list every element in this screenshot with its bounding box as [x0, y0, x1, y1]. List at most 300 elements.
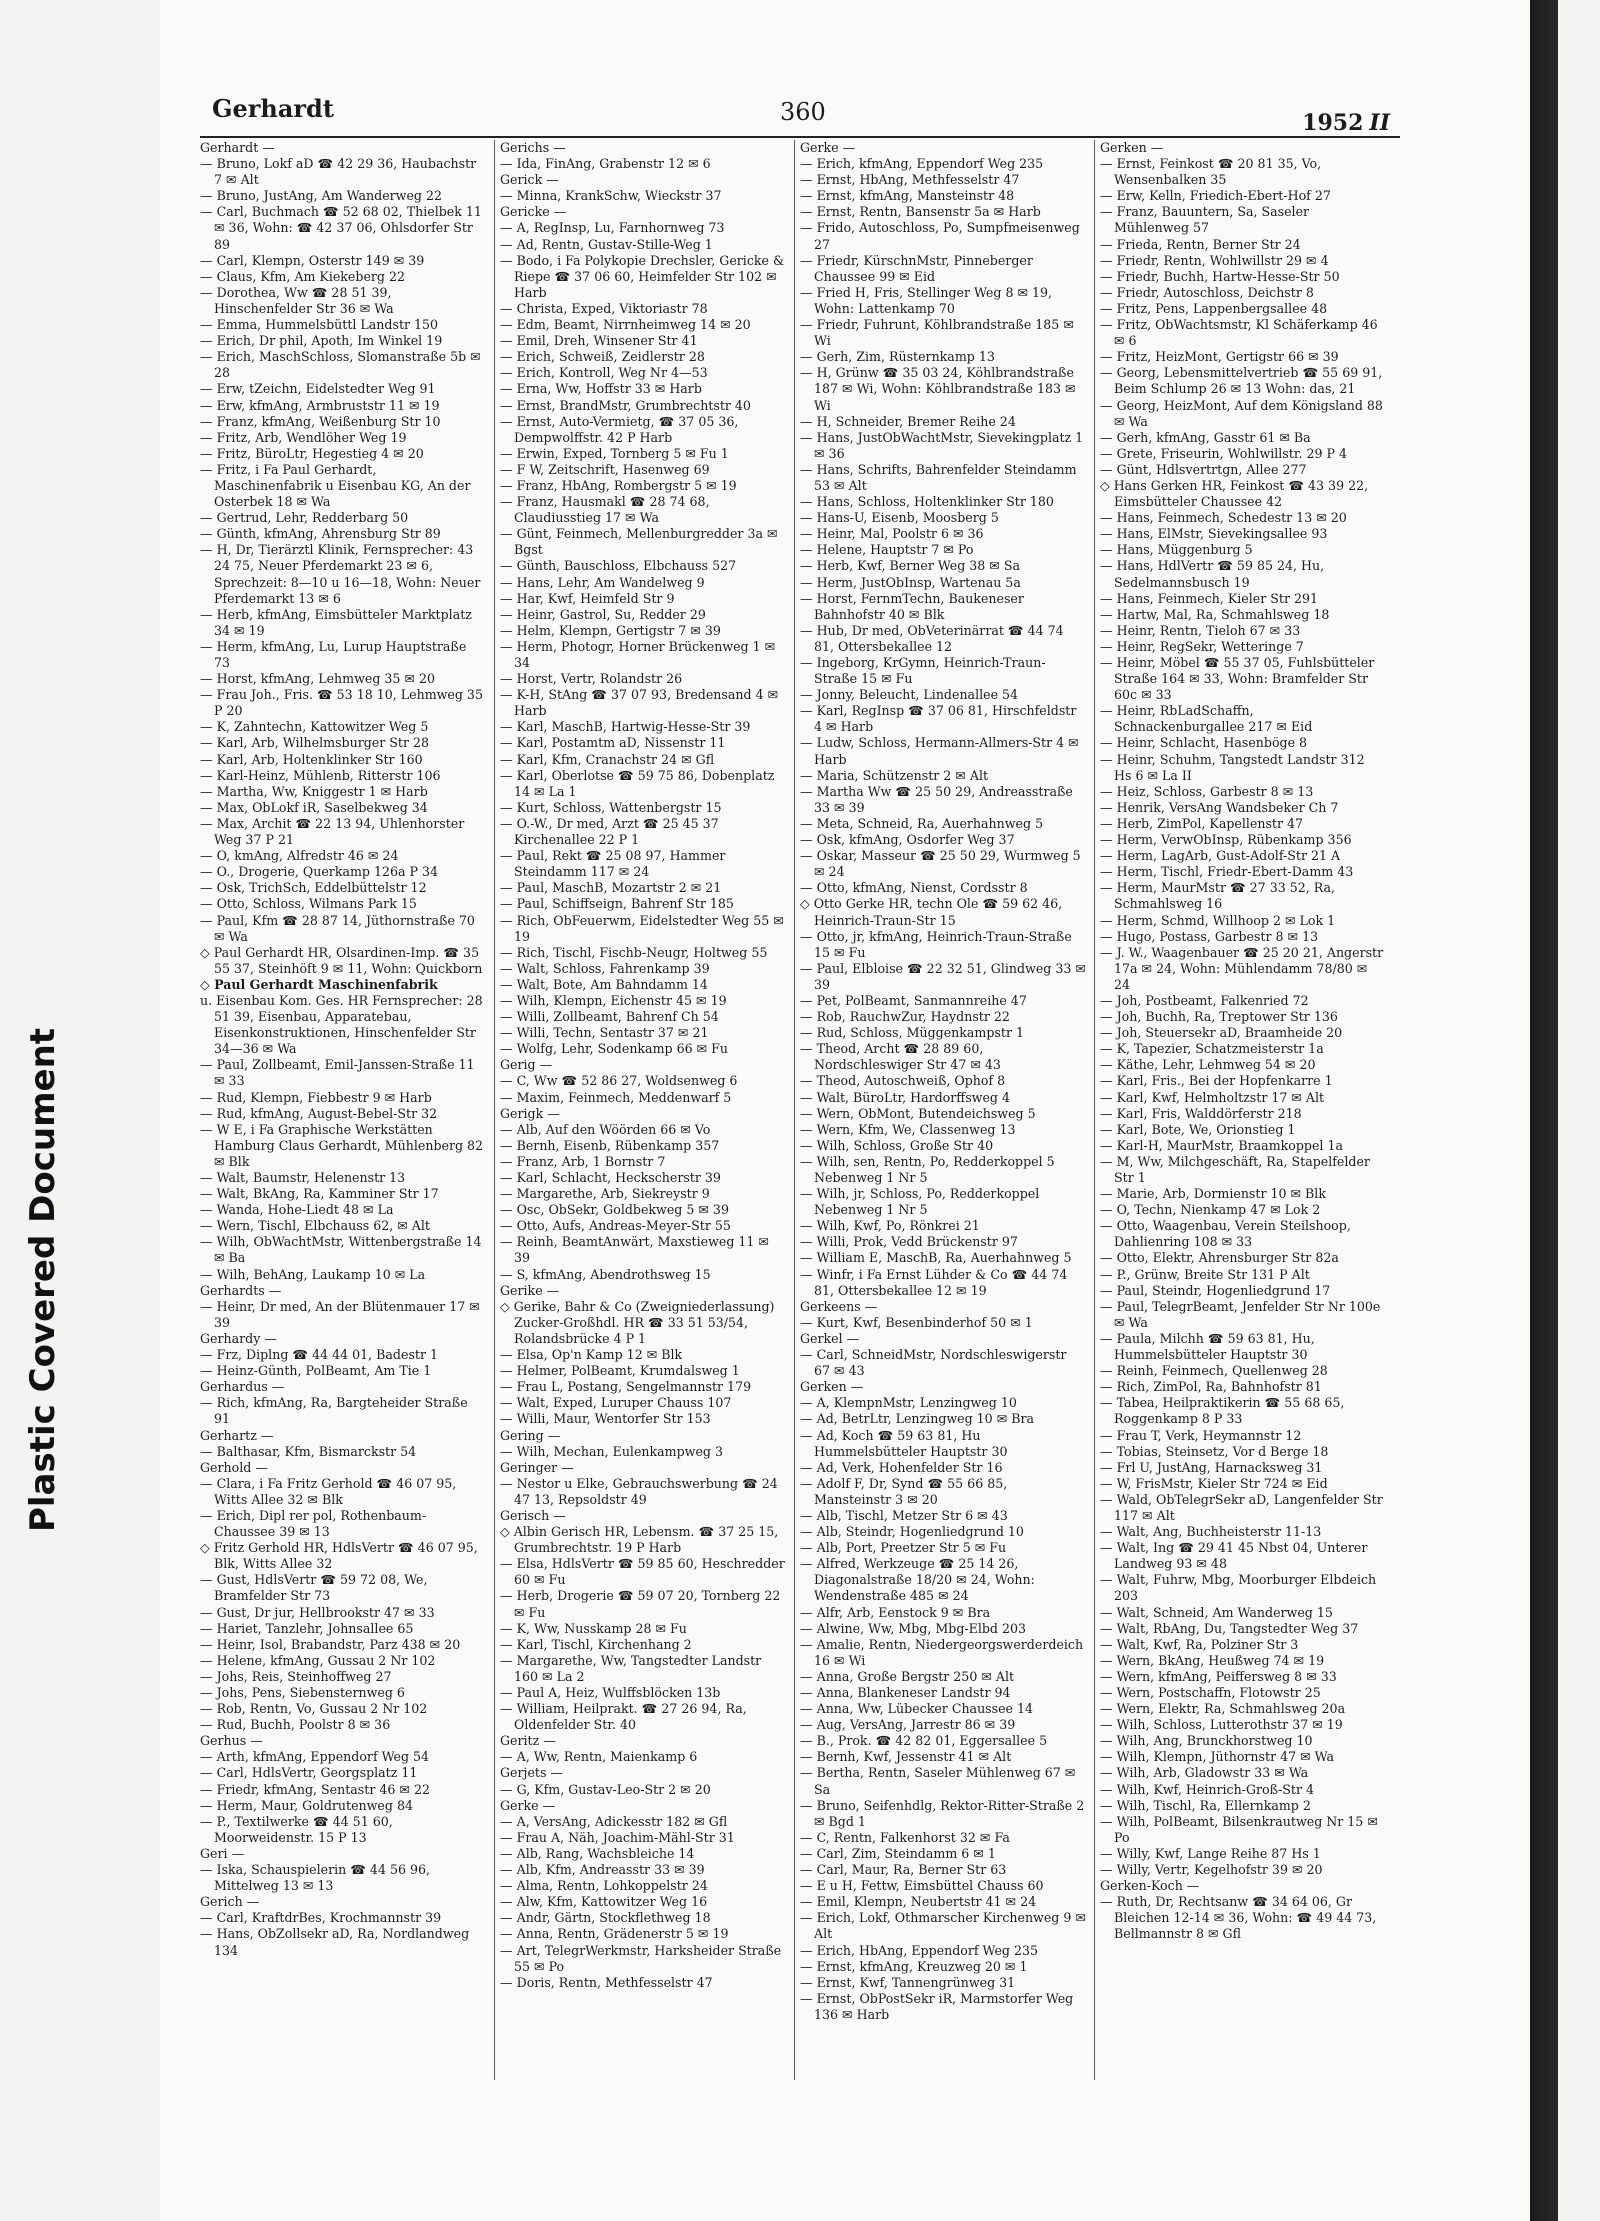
directory-entry: Gerke — [500, 1797, 556, 1813]
directory-entry: — Heinr, Rentn, Tieloh 67 ✉ 33 [1100, 622, 1301, 638]
directory-entry: — Maria, Schützenstr 2 ✉ Alt [800, 767, 989, 783]
directory-entry: — Hans, JustObWachtMstr, Sievekingplatz 1 ✉ 36 [800, 429, 1084, 461]
directory-entry: — Arth, kfmAng, Eppendorf Weg 54 [200, 1749, 430, 1765]
directory-entry: Geringer — [500, 1459, 574, 1475]
directory-entry: — Winfr, i Fa Ernst Lühder & Co ☎ 44 74 81, Ottersbekallee 12 ✉ 19 [800, 1266, 1068, 1298]
directory-entry: — Anna, Rentn, Grädenerstr 5 ✉ 19 [500, 1926, 729, 1942]
directory-entry: — O.-W., Dr med, Arzt ☎ 25 45 37 Kirchenallee 22 P 1 [500, 815, 719, 848]
directory-entry: — Erw, kfmAng, Armbruststr 11 ✉ 19 [200, 397, 440, 413]
directory-entry: — Bruno, Seifenhdlg, Rektor-Ritter-Straße 2 ✉ Bgd 1 [800, 1797, 1085, 1829]
directory-entry: — Ad, Koch ☎ 59 63 81, Hu Hummelsbütteler Hauptstr 30 [800, 1427, 1008, 1459]
directory-entry: — G, Kfm, Gustav-Leo-Str 2 ✉ 20 [500, 1781, 711, 1797]
directory-entry: — Rud, kfmAng, August-Bebel-Str 32 [200, 1105, 438, 1121]
directory-entry: Gerken — [800, 1379, 864, 1395]
directory-entry: — Carl, SchneidMstr, Nordschleswigerstr 67 ✉ 43 [800, 1347, 1067, 1379]
directory-entry: — Margarethe, Ww, Tangstedter Landstr 160 ✉ La 2 [500, 1652, 762, 1684]
directory-entry: — Hans, ObZollsekr aD, Ra, Nordlandweg 134 [200, 1926, 470, 1958]
directory-entry: — Rud, Buchh, Poolstr 8 ✉ 36 [200, 1717, 391, 1733]
directory-entry: — Helm, Klempn, Gertigstr 7 ✉ 39 [500, 622, 721, 638]
directory-entry: — Paula, Milchh ☎ 59 63 81, Hu, Hummelsbütteler Hauptstr 30 [1100, 1330, 1315, 1363]
directory-entry: — Erich, Schweiß, Zeidlerstr 28 [500, 349, 705, 365]
directory-entry: Gerhus — [200, 1733, 263, 1749]
directory-entry: Gerig — [500, 1057, 553, 1073]
directory-entry: — Wilh, PolBeamt, Bilsenkrautweg Nr 15 ✉ Po [1100, 1813, 1378, 1845]
directory-entry: — Wilh, Schloss, Große Str 40 [800, 1137, 994, 1153]
directory-entry: — Alwine, Ww, Mbg, Mbg-Elbd 203 [800, 1620, 1027, 1636]
directory-entry: — Wilh, Tischl, Ra, Ellernkamp 2 [1100, 1797, 1311, 1813]
directory-entry: — Walt, Bote, Am Bahndamm 14 [500, 976, 708, 992]
directory-entry: — O., Drogerie, Querkamp 126a P 34 [200, 864, 439, 880]
directory-entry: — Willi, Techn, Sentastr 37 ✉ 21 [500, 1025, 709, 1041]
directory-entry: — Fritz, ObWachtsmstr, Kl Schäferkamp 46 ✉ 6 [1100, 317, 1378, 349]
directory-entry: — Walt, Schloss, Fahrenkamp 39 [500, 960, 710, 976]
directory-entry: — Rob, RauchwZur, Haydnstr 22 [800, 1009, 1010, 1025]
directory-entry: ◇ Hans Gerken HR, Feinkost ☎ 43 39 22, Eimsbütteler Chaussee 42 [1100, 477, 1369, 510]
directory-entry: — Walt, Schneid, Am Wanderweg 15 [1100, 1604, 1333, 1620]
directory-entry: — Reinh, BeamtAnwärt, Maxstieweg 11 ✉ 39 [500, 1234, 769, 1266]
directory-entry: — H, Dr, Tierärztl Klinik, Fernsprecher: 43 24 75, Neuer Pferdemarkt 23 ✉ 6, Sprechzeit: 8—10 u 16—18, Wohn: Neuer Pferdemarkt 13 ✉ 6 [200, 542, 481, 606]
directory-entry: Geri — [200, 1845, 245, 1861]
directory-entry: — Walt, Exped, Luruper Chauss 107 [500, 1395, 732, 1411]
directory-entry: — Doris, Rentn, Methfesselstr 47 [500, 1974, 713, 1990]
directory-entry: — Henrik, VersAng Wandsbeker Ch 7 [1100, 799, 1339, 815]
directory-entry: — Erwin, Exped, Tornberg 5 ✉ Fu 1 [500, 445, 729, 461]
directory-entry: — Paul A, Heiz, Wulffsblöcken 13b [500, 1685, 721, 1700]
directory-entry: Gerhold — [200, 1459, 268, 1475]
directory-entry: — K, Ww, Nusskamp 28 ✉ Fu [500, 1620, 687, 1636]
directory-entry: — Wilh, sen, Rentn, Po, Redderkoppel 5 Nebenweg 1 Nr 5 [800, 1153, 1055, 1185]
directory-entry: — Wilh, BehAng, Laukamp 10 ✉ La [200, 1266, 426, 1282]
directory-entry: — Fritz, i Fa Paul Gerhardt, Maschinenfabrik u Eisenbau KG, An der Osterbek 18 ✉ Wa [200, 461, 471, 510]
directory-entry: — O, kmAng, Alfredstr 46 ✉ 24 [200, 848, 399, 864]
directory-entry: — Karl, Fris., Bei der Hopfenkarre 1 [1100, 1073, 1333, 1089]
directory-entry: — P., Textilwerke ☎ 44 51 60, Moorweidenstr. 15 P 13 [200, 1813, 393, 1845]
directory-entry: — Erich, Kontroll, Weg Nr 4—53 [500, 365, 708, 381]
directory-entry: — Hans, HdlVertr ☎ 59 85 24, Hu, Sedelmannsbusch 19 [1100, 558, 1325, 590]
directory-entry: — Herm, Photogr, Horner Brückenweg 1 ✉ 34 [500, 638, 776, 670]
directory-entry: — Christa, Exped, Viktoriastr 78 [500, 300, 708, 316]
column-3 [800, 140, 1086, 2080]
directory-entry: — Rob, Rentn, Vo, Gussau 2 Nr 102 [200, 1701, 428, 1717]
directory-entry: — Otto, jr, kfmAng, Heinrich-Traun-Straße 15 ✉ Fu [800, 928, 1072, 960]
directory-entry: — Balthasar, Kfm, Bismarckstr 54 [200, 1443, 417, 1459]
directory-entry: — Anna, Ww, Lübecker Chaussee 14 [800, 1701, 1034, 1717]
directory-entry: u. Eisenbau Kom. Ges. HR Fernsprecher: 28 51 39, Eisenbau, Apparatebau, Eisenkonstruktionen, Hinschenfelder Str 34—36 ✉ Wa [200, 992, 483, 1057]
directory-entry: — C, Rentn, Falkenhorst 32 ✉ Fa [800, 1829, 1010, 1845]
directory-entry: — Erich, Dipl rer pol, Rothenbaum-Chaussee 39 ✉ 13 [200, 1507, 427, 1540]
directory-entry: — P., Grünw, Breite Str 131 P Alt [1100, 1266, 1310, 1282]
directory-entry: — Andr, Gärtn, Stockflethweg 18 [500, 1910, 711, 1926]
directory-entry: — Walt, BüroLtr, Hardorffsweg 4 [800, 1089, 1010, 1105]
directory-entry: — Alb, Rang, Wachsbleiche 14 [500, 1845, 695, 1861]
directory-entry: — Reinh, Feinmech, Quellenweg 28 [1100, 1363, 1328, 1379]
directory-entry: — Har, Kwf, Heimfeld Str 9 [500, 590, 675, 606]
directory-entry: — Frieda, Rentn, Berner Str 24 [1100, 236, 1301, 252]
directory-entry: — Horst, kfmAng, Lehmweg 35 ✉ 20 [200, 671, 435, 687]
directory-entry: — Ernst, ObPostSekr iR, Marmstorfer Weg 136 ✉ Harb [800, 1990, 1074, 2022]
directory-entry: — Anna, Große Bergstr 250 ✉ Alt [800, 1668, 1015, 1684]
directory-entry: — Wilh, Klempn, Eichenstr 45 ✉ 19 [500, 992, 727, 1008]
directory-entry: — Heinr, Möbel ☎ 55 37 05, Fuhlsbütteler Straße 164 ✉ 33, Wohn: Bramfelder Str 60c ✉ 33 [1100, 655, 1375, 703]
column-4 [1100, 140, 1386, 2080]
directory-entry: — C, Ww ☎ 52 86 27, Woldsenweg 6 [500, 1073, 738, 1089]
directory-entry: — Meta, Schneid, Ra, Auerhahnweg 5 [800, 815, 1044, 831]
directory-entry: — Elsa, Op'n Kamp 12 ✉ Blk [500, 1347, 683, 1363]
directory-entry: — Willy, Vertr, Kegelhofstr 39 ✉ 20 [1100, 1862, 1323, 1878]
directory-entry: Gericke — [500, 204, 567, 220]
directory-entry: — Heinr, RegSekr, Wetteringe 7 [1100, 638, 1304, 654]
directory-entry: — Helene, kfmAng, Gussau 2 Nr 102 [200, 1652, 436, 1668]
directory-entry: Gerken — [1100, 140, 1164, 155]
directory-entry: — Ad, BetrLtr, Lenzingweg 10 ✉ Bra [800, 1411, 1035, 1427]
directory-entry: — Willi, Maur, Wentorfer Str 153 [500, 1411, 711, 1427]
directory-entry: — Erw, Kelln, Friedich-Ebert-Hof 27 [1100, 188, 1331, 204]
directory-entry: — Hugo, Postass, Garbestr 8 ✉ 13 [1100, 928, 1319, 944]
column-divider [794, 140, 795, 2080]
directory-entry: — K-H, StAng ☎ 37 07 93, Bredensand 4 ✉ Harb [500, 687, 779, 719]
directory-entry: — Herb, kfmAng, Eimsbütteler Marktplatz 34 ✉ 19 [200, 606, 472, 638]
directory-entry: — Herb, Kwf, Berner Weg 38 ✉ Sa [800, 558, 1020, 574]
column-2 [500, 140, 786, 2080]
directory-entry: — H, Schneider, Bremer Reihe 24 [800, 413, 1016, 429]
directory-entry: — Wern, Kfm, We, Classenweg 13 [800, 1121, 1016, 1137]
directory-entry: — Wern, ObMont, Butendeichsweg 5 [800, 1105, 1036, 1121]
directory-entry: — E u H, Fettw, Eimsbüttel Chauss 60 [800, 1878, 1044, 1894]
directory-entry: — Theod, Archt ☎ 28 89 60, Nordschleswiger Str 47 ✉ 43 [800, 1041, 1001, 1073]
directory-entry: — Heinr, Schuhm, Tangstedt Landstr 312 Hs 6 ✉ La II [1100, 751, 1365, 783]
directory-entry: — Iska, Schauspielerin ☎ 44 56 96, Mittelweg 13 ✉ 13 [200, 1862, 431, 1894]
directory-entry: — Ida, FinAng, Grabenstr 12 ✉ 6 [500, 156, 711, 172]
directory-entry: — Carl, Maur, Ra, Berner Str 63 [800, 1862, 1007, 1878]
directory-entry: — Karl, Arb, Wilhelmsburger Str 28 [200, 735, 429, 751]
directory-entry: — Herb, Drogerie ☎ 59 07 20, Tornberg 22 ✉ Fu [500, 1588, 781, 1620]
directory-entry: — Franz, Bauuntern, Sa, Saseler Mühlenweg 57 [1100, 204, 1310, 236]
directory-entry: — Willy, Kwf, Lange Reihe 87 Hs 1 [1100, 1845, 1321, 1861]
directory-entry: — Margarethe, Arb, Siekreystr 9 [500, 1186, 710, 1202]
directory-entry: — Rud, Klempn, Fiebbestr 9 ✉ Harb [200, 1089, 432, 1105]
directory-entry: — Bertha, Rentn, Saseler Mühlenweg 67 ✉ Sa [800, 1765, 1076, 1797]
directory-entry: — Hans, Schrifts, Bahrenfelder Steindamm 53 ✉ Alt [800, 461, 1077, 493]
directory-entry: — Walt, Kwf, Ra, Polziner Str 3 [1100, 1636, 1299, 1652]
directory-entry: — F W, Zeitschrift, Hasenweg 69 [500, 461, 710, 477]
page-number: 360 [780, 98, 826, 126]
directory-entry: — Fried H, Fris, Stellinger Weg 8 ✉ 19, Wohn: Lattenkamp 70 [800, 284, 1053, 316]
directory-entry: — Walt, Baumstr, Helenenstr 13 [200, 1170, 406, 1185]
directory-entry: — Günt, Hdlsvertrtgn, Allee 277 [1100, 461, 1307, 477]
directory-entry: — Fritz, HeizMont, Gertigstr 66 ✉ 39 [1100, 349, 1339, 365]
directory-entry: — Wern, Postschaffn, Flotowstr 25 [1100, 1685, 1321, 1700]
directory-entry: — Frl U, JustAng, Harnacksweg 31 [1100, 1459, 1323, 1475]
directory-entry: Gerhardus — [200, 1379, 285, 1395]
directory-entry: — Friedr, KürschnMstr, Pinneberger Chaussee 99 ✉ Eid [800, 252, 1033, 284]
directory-entry: — Ernst, kfmAng, Mansteinstr 48 [800, 188, 1015, 204]
directory-entry: — Heinr, Mal, Poolstr 6 ✉ 36 [800, 526, 984, 542]
directory-entry: — Ad, Rentn, Gustav-Stille-Weg 1 [500, 236, 713, 252]
directory-entry: — Hans, Müggenburg 5 [1100, 542, 1253, 558]
directory-entry: — J. W., Waagenbauer ☎ 25 20 21, Angerstr 17a ✉ 24, Wohn: Mühlendamm 78/80 ✉ 24 [1100, 944, 1384, 992]
directory-entry: — Frau T, Verk, Heymannstr 12 [1100, 1427, 1302, 1443]
directory-entry: — Amalie, Rentn, Niedergeorgswerderdeich 16 ✉ Wi [800, 1636, 1084, 1668]
directory-entry: — Max, Archit ☎ 22 13 94, Uhlenhorster Weg 37 P 21 [200, 815, 465, 848]
directory-entry: — W, FrisMstr, Kieler Str 724 ✉ Eid [1100, 1475, 1328, 1491]
directory-entry: — Ernst, Rentn, Bansenstr 5a ✉ Harb [800, 204, 1041, 220]
directory-entry: Gering — [500, 1427, 561, 1443]
directory-entry: — Ernst, kfmAng, Kreuzweg 20 ✉ 1 [800, 1958, 1028, 1974]
directory-entry: — Edm, Beamt, Nirrnheimweg 14 ✉ 20 [500, 317, 751, 333]
directory-entry: ◇ Paul Gerhardt HR, Olsardinen-Imp. ☎ 35 55 37, Steinhöft 9 ✉ 11, Wohn: Quickborn [200, 944, 483, 976]
directory-entry: — Heinr, Dr med, An der Blütenmauer 17 ✉ 39 [200, 1298, 480, 1330]
directory-entry: — Wilh, ObWachtMstr, Wittenbergstraße 14 ✉ Ba [200, 1234, 482, 1266]
directory-entry: Gerichs — [500, 140, 566, 155]
directory-entry: — Wald, ObTelegrSekr aD, Langenfelder Str 117 ✉ Alt [1100, 1491, 1383, 1523]
edition-year [1302, 110, 1390, 136]
directory-entry: — W E, i Fa Graphische Werkstätten Hamburg Claus Gerhardt, Mühlenberg 82 ✉ Blk [200, 1121, 484, 1169]
directory-entry: Gerich — [200, 1894, 260, 1910]
directory-entry: — Carl, Buchmach ☎ 52 68 02, Thielbek 11 ✉ 36, Wohn: ☎ 42 37 06, Ohlsdorfer Str 89 [200, 204, 482, 252]
directory-entry: — Heiz, Schloss, Garbestr 8 ✉ 13 [1100, 783, 1314, 799]
directory-entry: — Georg, Lebensmittelvertrieb ☎ 55 69 91, Beim Schlump 26 ✉ 13 Wohn: das, 21 [1100, 365, 1383, 397]
directory-entry: — Max, ObLokf iR, Saselbekweg 34 [200, 799, 428, 815]
directory-entry: — Hans, Feinmech, Kieler Str 291 [1100, 590, 1319, 606]
directory-entry: — Helene, Hauptstr 7 ✉ Po [800, 542, 974, 558]
directory-entry: — Maxim, Feinmech, Meddenwarf 5 [500, 1089, 732, 1105]
directory-entry: — Erw, tZeichn, Eidelstedter Weg 91 [200, 381, 436, 397]
directory-entry: — Wern, BkAng, Heußweg 74 ✉ 19 [1100, 1652, 1325, 1668]
directory-entry: — Erich, Lokf, Othmarscher Kirchenweg 9 ✉ Alt [800, 1910, 1086, 1942]
directory-entry: — Wolfg, Lehr, Sodenkamp 66 ✉ Fu [500, 1041, 729, 1057]
directory-entry: — Helmer, PolBeamt, Krumdalsweg 1 [500, 1363, 740, 1379]
directory-entry: — Fritz, BüroLtr, Hegestieg 4 ✉ 20 [200, 445, 424, 461]
directory-entry: — Georg, HeizMont, Auf dem Königsland 88 ✉ Wa [1100, 397, 1383, 429]
directory-entry: — Alfr, Arb, Eenstock 9 ✉ Bra [800, 1604, 991, 1620]
directory-entry: — Wanda, Hohe-Liedt 48 ✉ La [200, 1202, 394, 1218]
volume-text: II [1369, 110, 1390, 136]
directory-entry: — Hub, Dr med, ObVeterinärrat ☎ 44 74 81, Ottersbekallee 12 [800, 622, 1064, 654]
directory-entry: — Ludw, Schloss, Hermann-Allmers-Str 4 ✉ Harb [800, 735, 1079, 767]
year-text: 1952 [1302, 110, 1364, 136]
directory-entry: — Pet, PolBeamt, Sanmannreihe 47 [800, 992, 1027, 1008]
directory-entry: Gerkel — [800, 1330, 860, 1346]
directory-entry: — Rich, kfmAng, Ra, Bargteheider Straße 91 [200, 1395, 468, 1427]
directory-entry: — Fritz, Pens, Lappenbergsallee 48 [1100, 300, 1328, 316]
directory-entry: — Tabea, Heilpraktikerin ☎ 55 68 65, Roggenkamp 8 P 33 [1100, 1395, 1345, 1427]
directory-entry: — Herm, JustObInsp, Wartenau 5a [800, 574, 1021, 590]
directory-entry: — Ruth, Dr, Rechtsanw ☎ 34 64 06, Gr Bleichen 12-14 ✉ 36, Wohn: ☎ 49 44 73, Bellmannstr 8 ✉ Gfl [1100, 1894, 1377, 1942]
directory-entry: — Alb, Tischl, Metzer Str 6 ✉ 43 [800, 1507, 1008, 1523]
directory-entry: Geritz — [500, 1733, 556, 1749]
directory-entry: — Herm, Maur, Goldrutenweg 84 [200, 1797, 413, 1813]
directory-entry: — Erich, HbAng, Eppendorf Weg 235 [800, 1942, 1039, 1958]
directory-entry: — Walt, Ing ☎ 29 41 45 Nbst 04, Unterer Landweg 93 ✉ 48 [1100, 1540, 1368, 1572]
directory-entry: Gerjets — [500, 1765, 564, 1781]
directory-entry: — Theod, Autoschweiß, Ophof 8 [800, 1073, 1006, 1089]
plastic-cover-text: Plastic Covered Document [23, 1027, 64, 1533]
directory-entry: — Frau A, Näh, Joachim-Mähl-Str 31 [500, 1829, 735, 1845]
directory-entry: — A, RegInsp, Lu, Farnhornweg 73 [500, 220, 725, 236]
directory-entry: — Wern, kfmAng, Peiffersweg 8 ✉ 33 [1100, 1668, 1337, 1684]
directory-entry: — William E, MaschB, Ra, Auerhahnweg 5 [800, 1250, 1072, 1266]
directory-entry: — Anna, Blankeneser Landstr 94 [800, 1685, 1011, 1700]
directory-entry: — Friedr, kfmAng, Sentastr 46 ✉ 22 [200, 1781, 430, 1797]
directory-entry: — Ingeborg, KrGymn, Heinrich-Traun-Straße 15 ✉ Fu [800, 655, 1046, 687]
directory-entry: — K, Tapezier, Schatzmeisterstr 1a [1100, 1041, 1324, 1057]
directory-entry: — Willi, Zollbeamt, Bahrenf Ch 54 [500, 1009, 719, 1025]
directory-entry: — Carl, Klempn, Osterstr 149 ✉ 39 [200, 252, 425, 268]
directory-entry: — Gerh, Zim, Rüsternkamp 13 [800, 349, 995, 365]
directory-entry: — M, Ww, Milchgeschäft, Ra, Stapelfelder Str 1 [1100, 1153, 1370, 1185]
directory-entry: — Wilh, Arb, Gladowstr 33 ✉ Wa [1100, 1765, 1309, 1781]
directory-entry: Gerick — [500, 172, 559, 188]
directory-entry: — Frau Joh., Fris. ☎ 53 18 10, Lehmweg 35 P 20 [200, 687, 483, 719]
directory-entry: — K, Zahntechn, Kattowitzer Weg 5 [200, 719, 429, 735]
directory-entry: — Hartw, Mal, Ra, Schmahlsweg 18 [1100, 606, 1330, 622]
directory-entry: — Osk, kfmAng, Osdorfer Weg 37 [800, 832, 1015, 848]
directory-entry: ◇ Gerike, Bahr & Co (Zweigniederlassung) Zucker-Großhdl. HR ☎ 33 51 53/54, Rolandsbrücke 4 P 1 [500, 1298, 775, 1346]
directory-entry: Gerhardy — [200, 1330, 277, 1346]
directory-entry: — Joh, Buchh, Ra, Treptower Str 136 [1100, 1009, 1338, 1025]
directory-entry: — Herm, VerwObInsp, Rübenkamp 356 [1100, 832, 1352, 848]
directory-entry: — Heinz-Günth, PolBeamt, Am Tie 1 [200, 1363, 432, 1379]
directory-entry: — Emil, Dreh, Winsener Str 41 [500, 333, 698, 349]
directory-entry: — Hans, ElMstr, Sievekingsallee 93 [1100, 526, 1328, 542]
directory-entry: ◇ Fritz Gerhold HR, HdlsVertr ☎ 46 07 95, Blk, Witts Allee 32 [200, 1540, 478, 1572]
directory-entry: — Dorothea, Ww ☎ 28 51 39, Hinschenfelder Str 36 ✉ Wa [200, 284, 394, 316]
directory-entry: — Friedr, Autoschloss, Deichstr 8 [1100, 284, 1314, 300]
directory-entry: — Walt, Fuhrw, Mbg, Moorburger Elbdeich 203 [1100, 1572, 1377, 1604]
directory-entry: — Wilh, Ang, Brunckhorstweg 10 [1100, 1733, 1313, 1749]
column-divider [494, 140, 495, 2080]
directory-entry: — Karl, Arb, Holtenklinker Str 160 [200, 751, 423, 767]
directory-entry: — Rich, ZimPol, Ra, Bahnhofstr 81 [1100, 1379, 1322, 1395]
directory-entry: — S, kfmAng, Abendrothsweg 15 [500, 1266, 711, 1282]
directory-entry: — Karl, Kfm, Cranachstr 24 ✉ Gfl [500, 751, 715, 767]
directory-entry: — Karl, Oberlotse ☎ 59 75 86, Dobenplatz 14 ✉ La 1 [500, 767, 775, 799]
directory-entry: — Kurt, Kwf, Besenbinderhof 50 ✉ 1 [800, 1314, 1033, 1330]
directory-entry: — Grete, Friseurin, Wohlwillstr. 29 P 4 [1100, 445, 1347, 461]
directory-entry: — B., Prok. ☎ 42 82 01, Eggersallee 5 [800, 1733, 1048, 1749]
directory-entry: — Ernst, Feinkost ☎ 20 81 35, Vo, Wensenbalken 35 [1100, 156, 1322, 188]
directory-entry: — Elsa, HdlsVertr ☎ 59 85 60, Heschredder 60 ✉ Fu [500, 1556, 785, 1588]
directory-entry: — Emma, Hummelsbüttl Landstr 150 [200, 317, 439, 333]
directory-entry: — Paul, Elbloise ☎ 22 32 51, Glindweg 33 ✉ 39 [800, 960, 1086, 992]
directory-entry: — Paul, MaschB, Mozartstr 2 ✉ 21 [500, 880, 722, 896]
directory-entry: — Joh, Steuersekr aD, Braamheide 20 [1100, 1025, 1343, 1041]
directory-entry: — Herm, LagArb, Gust-Adolf-Str 21 A [1100, 848, 1341, 864]
running-head-name: Gerhardt [212, 94, 334, 123]
directory-entry: Gerigk — [500, 1105, 560, 1121]
directory-entry: — Tobias, Steinsetz, Vor d Berge 18 [1100, 1443, 1329, 1459]
directory-entry: ◇ Paul Gerhardt Maschinenfabrik [200, 976, 438, 992]
directory-entry: — Käthe, Lehr, Lehmweg 54 ✉ 20 [1100, 1057, 1316, 1073]
directory-entry: — Paul, TelegrBeamt, Jenfelder Str Nr 100e ✉ Wa [1100, 1298, 1381, 1330]
directory-entry: — Karl, Bote, We, Orionstieg 1 [1100, 1121, 1296, 1137]
directory-entry: — A, KlempnMstr, Lenzingweg 10 [800, 1395, 1017, 1411]
directory-entry: — Fritz, Arb, Wendlöher Weg 19 [200, 429, 407, 445]
directory-entry: — Erna, Ww, Hoffstr 33 ✉ Harb [500, 381, 702, 397]
directory-entry: — Erich, kfmAng, Eppendorf Weg 235 [800, 156, 1044, 172]
directory-entry: — Otto, kfmAng, Nienst, Cordsstr 8 [800, 880, 1028, 896]
directory-entry: — Wilh, Kwf, Heinrich-Groß-Str 4 [1100, 1781, 1314, 1797]
directory-entry: — A, Ww, Rentn, Maienkamp 6 [500, 1749, 698, 1765]
directory-entry: — Kurt, Schloss, Wattenbergstr 15 [500, 799, 722, 815]
directory-entry: Gerhardt — [200, 140, 275, 155]
column-1 [200, 140, 486, 2080]
directory-entry: — Gerh, kfmAng, Gasstr 61 ✉ Ba [1100, 429, 1311, 445]
directory-entry: — Osk, TrichSch, Eddelbüttelstr 12 [200, 880, 427, 896]
directory-entry: — Wern, Tischl, Elbchauss 62, ✉ Alt [200, 1218, 430, 1234]
directory-entry: — Alb, Kfm, Andreasstr 33 ✉ 39 [500, 1862, 705, 1878]
directory-entry: Gerisch — [500, 1507, 566, 1523]
directory-entry: — Carl, KraftdrBes, Krochmannstr 39 [200, 1910, 442, 1926]
directory-entry: — Carl, HdlsVertr, Georgsplatz 11 [200, 1765, 418, 1781]
directory-entry: — Friedr, Buchh, Hartw-Hesse-Str 50 [1100, 268, 1340, 284]
directory-entry: ◇ Otto Gerke HR, techn Ole ☎ 59 62 46, Heinrich-Traun-Str 15 [800, 896, 1063, 928]
directory-entry: — Herm, Schmd, Willhoop 2 ✉ Lok 1 [1100, 912, 1336, 928]
directory-entry: — Otto, Waagenbau, Verein Steilshoop, Dahlienring 108 ✉ 33 [1100, 1218, 1351, 1250]
directory-entry: — Hans, Schloss, Holtenklinker Str 180 [800, 494, 1054, 510]
directory-entry: — Bruno, JustAng, Am Wanderweg 22 [200, 188, 443, 204]
directory-entry: ◇ Albin Gerisch HR, Lebensm. ☎ 37 25 15, Grumbrechtstr. 19 P Harb [500, 1524, 779, 1556]
directory-entry: — Otto, Aufs, Andreas-Meyer-Str 55 [500, 1218, 731, 1234]
directory-entry: — Hans-U, Eisenb, Moosberg 5 [800, 510, 999, 526]
directory-entry: Gerke — [800, 140, 856, 155]
directory-entry: — Wilh, Klempn, Jüthornstr 47 ✉ Wa [1100, 1749, 1335, 1765]
directory-entry: — Friedr, Fuhrunt, Köhlbrandstraße 185 ✉ Wi [800, 317, 1074, 349]
directory-entry: — Gust, HdlsVertr ☎ 59 72 08, We, Bramfelder Str 73 [200, 1572, 428, 1604]
directory-entry: — Alb, Steindr, Hogenliedgrund 10 [800, 1524, 1024, 1540]
directory-entry: — Heinr, RbLadSchaffn, Schnackenburgallee 217 ✉ Eid [1100, 703, 1313, 735]
directory-entry: Gerike — [500, 1282, 560, 1298]
directory-entry: — Wilh, Kwf, Po, Rönkrei 21 [800, 1218, 980, 1234]
directory-entry: — Bernh, Kwf, Jessenstr 41 ✉ Alt [800, 1749, 1012, 1765]
directory-entry: — Paul, Steindr, Hogenliedgrund 17 [1100, 1282, 1331, 1298]
directory-entry: — Karl, Fris, Walddörferstr 218 [1100, 1105, 1302, 1121]
directory-entry: — Hans, Lehr, Am Wandelweg 9 [500, 574, 705, 590]
directory-entry: — Osc, ObSekr, Goldbekweg 5 ✉ 39 [500, 1202, 729, 1218]
directory-entry: Gerken-Koch — [1100, 1878, 1200, 1894]
directory-entry: — Hariet, Tanzlehr, Johnsallee 65 [200, 1620, 414, 1636]
directory-entry: — Marie, Arb, Dormienstr 10 ✉ Blk [1100, 1186, 1326, 1202]
directory-entry: — Frz, Diplng ☎ 44 44 01, Badestr 1 [200, 1347, 439, 1363]
directory-entry: — Herb, ZimPol, Kapellenstr 47 [1100, 815, 1304, 831]
directory-entry: — Ad, Verk, Hohenfelder Str 16 [800, 1459, 1003, 1475]
directory-entry: — A, VersAng, Adickesstr 182 ✉ Gfl [500, 1813, 728, 1829]
directory-entry: — O, Techn, Nienkamp 47 ✉ Lok 2 [1100, 1202, 1321, 1218]
directory-entry: — Adolf F, Dr, Synd ☎ 55 66 85, Mansteinstr 3 ✉ 20 [800, 1475, 1008, 1507]
directory-entry: — Oskar, Masseur ☎ 25 50 29, Wurmweg 5 ✉ 24 [800, 848, 1081, 880]
directory-entry: — Karl, RegInsp ☎ 37 06 81, Hirschfeldstr 4 ✉ Harb [800, 703, 1077, 735]
directory-entry: — Rich, Tischl, Fischb-Neugr, Holtweg 55 [500, 944, 768, 960]
directory-entry: — Rud, Schloss, Müggenkampstr 1 [800, 1025, 1024, 1041]
directory-entry: — Paul, Zollbeamt, Emil-Janssen-Straße 11 ✉ 33 [200, 1057, 475, 1089]
directory-entry: — Nestor u Elke, Gebrauchswerbung ☎ 24 47 13, Repsoldstr 49 [500, 1475, 778, 1507]
directory-entry: Gerkeens — [800, 1298, 878, 1314]
directory-entry: — Hans, Feinmech, Schedestr 13 ✉ 20 [1100, 510, 1347, 526]
directory-entry: — Otto, Schloss, Wilmans Park 15 [200, 896, 417, 912]
directory-entry: — Herm, Tischl, Friedr-Ebert-Damm 43 [1100, 864, 1354, 880]
directory-entry: — Carl, Zim, Steindamm 6 ✉ 1 [800, 1845, 996, 1861]
directory-entry: — Wilh, Mechan, Eulenkampweg 3 [500, 1443, 723, 1459]
directory-entry: — Günth, kfmAng, Ahrensburg Str 89 [200, 526, 441, 542]
directory-entry: — Herm, kfmAng, Lu, Lurup Hauptstraße 73 [200, 638, 467, 670]
directory-entry: — Frido, Autoschloss, Po, Sumpfmeisenweg 27 [800, 220, 1080, 252]
directory-entry: — Bernh, Eisenb, Rübenkamp 357 [500, 1137, 720, 1153]
directory-entry: — Heinr, Gastrol, Su, Redder 29 [500, 606, 706, 622]
directory-entry: — Joh, Postbeamt, Falkenried 72 [1100, 992, 1309, 1008]
directory-entry: — Martha Ww ☎ 25 50 29, Andreasstraße 33 ✉ 39 [800, 783, 1073, 815]
directory-entry: Gerhardts — [200, 1282, 282, 1298]
directory-entry: — Horst, FernmTechn, Baukeneser Bahnhofstr 40 ✉ Blk [800, 590, 1024, 622]
